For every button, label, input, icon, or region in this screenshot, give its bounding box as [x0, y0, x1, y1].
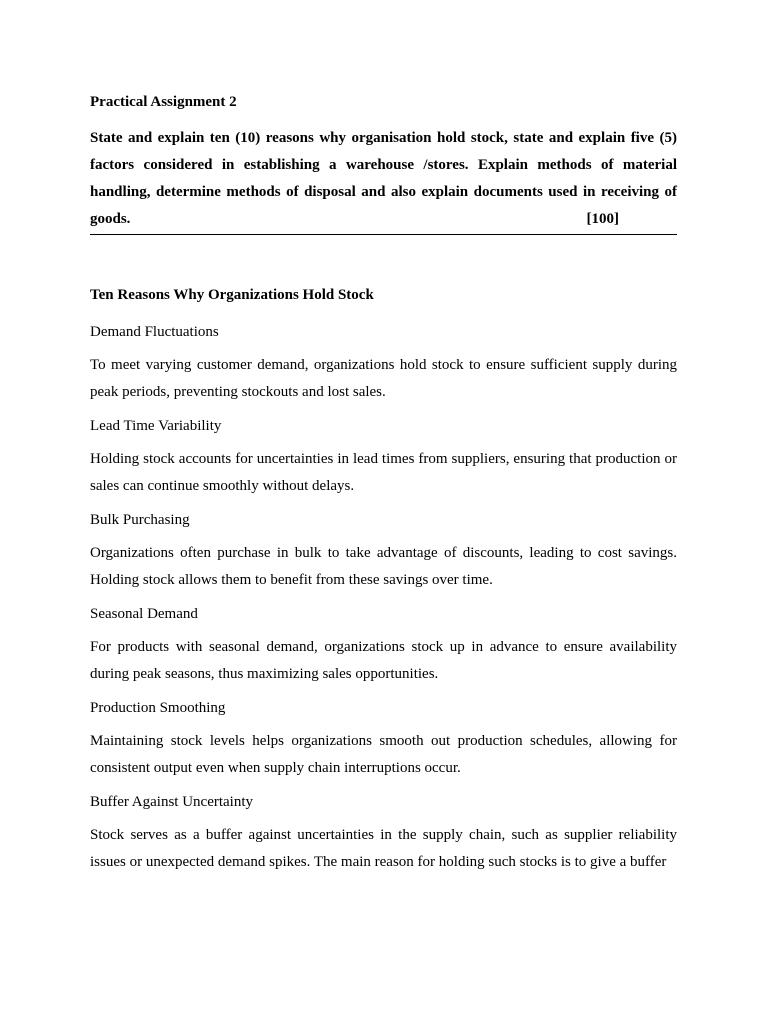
section-heading: Ten Reasons Why Organizations Hold Stock: [90, 287, 374, 303]
marks-label: [100]: [586, 211, 619, 227]
reason-body: For products with seasonal demand, organizations stock up in advance to ensure availability during peak seasons, thus maximizing sales opportunities.: [90, 639, 677, 682]
question-text: State and explain ten (10) reasons why organisation hold stock, state and explain five (5) factors considered in establishing a warehouse /stores. Explain methods of material handling, determine methods of disposal and also explain documents used in receiving of goods.: [90, 130, 677, 227]
reason-title: Lead Time Variability: [90, 418, 222, 434]
reason-body: Maintaining stock levels helps organizations smooth out production schedules, allowing for consistent output even when supply chain interruptions occur.: [90, 733, 677, 776]
reason-title: Buffer Against Uncertainty: [90, 794, 254, 810]
reason-body: Stock serves as a buffer against uncertainties in the supply chain, such as supplier reliability issues or unexpected demand spikes. The main reason for holding such stocks is to give a buffer: [90, 827, 677, 870]
reason-body: To meet varying customer demand, organizations hold stock to ensure sufficient supply during peak periods, preventing stockouts and lost sales.: [90, 357, 677, 400]
reason-body: Holding stock accounts for uncertainties in lead times from suppliers, ensuring that production or sales can continue smoothly without delays.: [90, 451, 677, 494]
reason-title: Bulk Purchasing: [90, 512, 190, 528]
reasons-list: [90, 322, 677, 886]
reason-title: Seasonal Demand: [90, 606, 198, 622]
reason-title: Production Smoothing: [90, 700, 226, 716]
assignment-title: Practical Assignment 2: [90, 94, 237, 110]
reason-title: Demand Fluctuations: [90, 324, 219, 340]
reason-body: Organizations often purchase in bulk to take advantage of discounts, leading to cost savings. Holding stock allows them to benefit from these savings over time.: [90, 545, 677, 588]
assignment-question: [90, 125, 677, 235]
